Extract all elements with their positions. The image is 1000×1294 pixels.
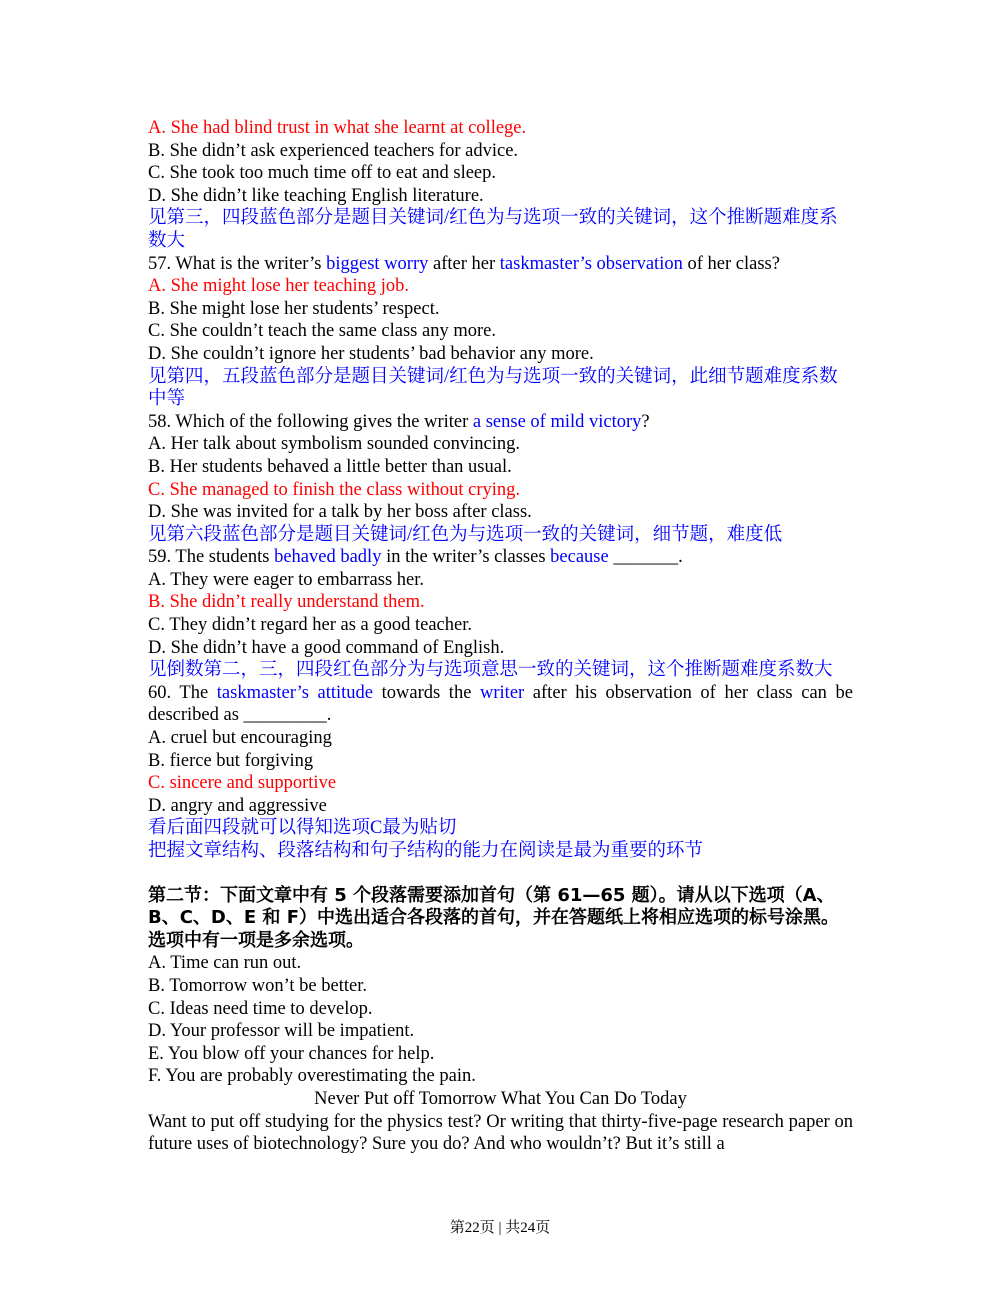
passage-paragraph: Want to put off studying for the physics test? Or writing that thirty-five-page research paper on future uses of biotechnology? Sure you do? And who wouldn’t? But it’s still a [148,1111,853,1155]
q59-stem [148,546,853,569]
q58-option-a: A. Her talk about symbolism sounded convincing. [148,434,521,455]
q59-option-d: D. She didn’t have a good command of English. [148,637,505,658]
q58-keyword: a sense of mild victory [472,411,642,432]
q57-stem [148,253,853,276]
document-body [148,117,853,1156]
q60-stem-part: after his observation of her class can be described as _________. [148,682,853,726]
q60-option-d: D. angry and aggressive [148,795,327,816]
q59-note: 见倒数第二，三，四段红色部分为与选项意思一致的关键词，这个推断题难度系数大 [148,660,833,681]
q59-keyword: behaved badly [274,547,382,568]
q60-stem [148,682,853,727]
q58-option-c: C. She managed to finish the class without crying. [148,479,520,500]
q57-stem-part: 57. What is the writer’s [148,253,327,274]
q59-option-a: A. They were eager to embarrass her. [148,569,425,590]
q57-stem-part: of her class? [682,253,780,274]
q59-option-c: C. They didn’t regard her as a good teacher. [148,615,472,636]
q60-option-b: B. fierce but forgiving [148,750,314,771]
q58-note: 见第六段蓝色部分是题目关键词/红色为与选项一致的关键词，细节题，难度低 [148,524,783,545]
q60-stem-part: 60. The [148,682,217,703]
q59-keyword: because [550,547,609,568]
q57-option-d: D. She couldn’t ignore her students’ bad behavior any more. [148,343,594,364]
section2-option-d: D. Your professor will be impatient. [148,1021,415,1042]
q56-note: 见第三，四段蓝色部分是题目关键词/红色为与选项一致的关键词，这个推断题难度系数大 [148,208,838,251]
q59-stem-part: 59. The students [148,547,275,568]
q57-note: 见第四，五段蓝色部分是题目关键词/红色为与选项一致的关键词，此细节题难度系数中等 [148,366,838,410]
q60-note-1: 看后面四段就可以得知选项C最为贴切 [148,818,457,839]
q60-keyword: writer [480,682,525,703]
q58-stem-part: 58. Which of the following gives the writer [148,411,473,432]
section2-heading: 第二节：下面文章中有 5 个段落需要添加首句（第 61—65 题）。请从以下选项（A、B、C、D、E 和 F）中选出适合各段落的首句，并在答题纸上将相应选项的标号涂黑。选项中有一项是多余选项。 [148,884,839,951]
q60-note-2: 把握文章结构、段落结构和句子结构的能力在阅读是最为重要的环节 [148,841,704,861]
q57-option-a: A. She might lose her teaching job. [148,276,410,297]
q56-option-c: C. She took too much time off to eat and sleep. [148,163,497,184]
q57-option-c: C. She couldn’t teach the same class any more. [148,321,496,342]
q57-stem-part: after her [428,253,500,274]
q60-stem-part: towards the [373,682,481,703]
q58-stem [148,411,853,434]
page-footer: 第22页 | 共24页 [449,1220,551,1236]
q56-option-a: A. She had blind trust in what she learnt at college. [148,118,527,138]
q57-keyword: biggest worry [326,253,429,274]
q56-option-b: B. She didn’t ask experienced teachers for advice. [148,140,519,161]
passage-title: Never Put off Tomorrow What You Can Do Today [314,1088,687,1109]
q56-option-d: D. She didn’t like teaching English literature. [148,185,484,206]
section2-option-c: C. Ideas need time to develop. [148,998,373,1019]
q58-stem-part: ? [641,411,650,432]
q59-stem-part: _______. [608,547,683,568]
section2-option-a: A. Time can run out. [148,953,302,974]
q57-keyword: taskmaster’s observation [499,253,683,274]
q59-option-b: B. She didn’t really understand them. [148,592,425,613]
q60-option-c: C. sincere and supportive [148,773,337,794]
q58-option-d: D. She was invited for a talk by her boss after class. [148,502,532,523]
section2-option-b: B. Tomorrow won’t be better. [148,975,367,996]
section2-option-f: F. You are probably overestimating the pain. [148,1066,476,1087]
q58-option-b: B. Her students behaved a little better than usual. [148,456,512,477]
q60-option-a: A. cruel but encouraging [148,728,332,749]
q57-option-b: B. She might lose her students’ respect. [148,298,440,319]
q59-stem-part: in the writer’s classes [381,547,551,568]
q60-keyword: taskmaster’s attitude [216,682,374,703]
section2-option-e: E. You blow off your chances for help. [148,1043,435,1064]
